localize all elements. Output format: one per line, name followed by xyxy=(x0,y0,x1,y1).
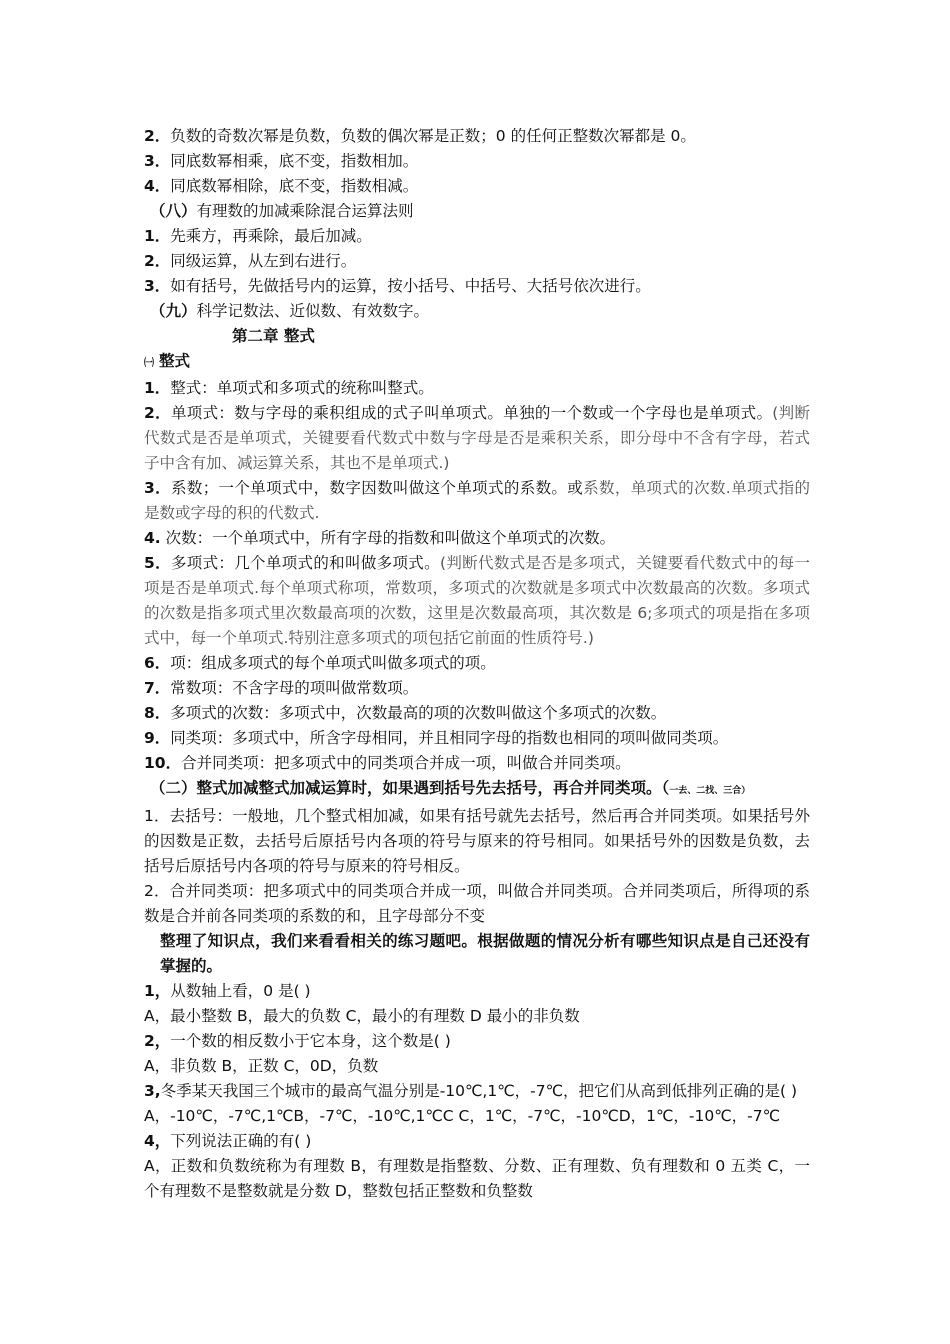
question-text: 一个数的相反数小于它本身，这个数是( ) xyxy=(170,1032,451,1050)
item-number: 7． xyxy=(144,679,171,697)
item-text: 负数的奇数次幂是负数，负数的偶次幂是正数；0 的任何正整数次幂都是 0。 xyxy=(170,127,696,145)
question-options: A，非负数 B，正数 C，0D，负数 xyxy=(144,1057,379,1075)
question-options: A，最小整数 B，最大的负数 C，最小的有理数 D 最小的非负数 xyxy=(144,1007,580,1025)
question-options: A，正数和负数统称为有理数 B，有理数是指整数、分数、正有理数、负有理数和 0 五类 C，一个有理数不是整数就是分数 D，整数包括正整数和负整数 xyxy=(144,1157,810,1200)
subsection-title: 整式 xyxy=(158,352,190,370)
item-number: 4. xyxy=(144,529,161,547)
operation-rule: 2．合并同类项：把多项式中的同类项合并成一项，叫做合并同类项。合并同类项后，所得项的系数是合并前各同类项的系数的和，且字母部分不变 xyxy=(144,882,810,925)
section-heading xyxy=(144,299,810,324)
section-number: （九） xyxy=(150,302,197,320)
item-note: (判断代数式是否是多项式，关键要看代数式中的每一项是否是单项式.每个单项式称项，常数项，多项式的次数就是多项式中次数最高的次数。多项式的次数是指多项式里次数最高项的次数，这里是次数最高项，其次数是 6;多项式的项是指在多项式中，每一个单项式.特别注意多项式的项包括它前面的性质符号.) xyxy=(144,554,810,647)
section-heading xyxy=(144,776,810,804)
section-hint: 一去、二找、三合） xyxy=(669,786,751,796)
section-title: （二）整式加减整式加减运算时，如果遇到括号先去括号，再合并同类项。（ xyxy=(150,779,670,797)
rule-line xyxy=(144,149,810,174)
question-text: 下列说法正确的有( ) xyxy=(170,1132,312,1150)
item-text: 项：组成多项式的每个单项式叫做多项式的项。 xyxy=(170,654,496,672)
item-text: 同类项：多项式中，所含字母相同，并且相同字母的指数也相同的项叫做同类项。 xyxy=(170,729,729,747)
item-number: 10． xyxy=(144,754,182,772)
item-number: 3． xyxy=(144,479,171,497)
rule-line xyxy=(144,124,810,149)
item-number: 3． xyxy=(144,152,171,170)
item-text: 整式：单项式和多项式的统称叫整式。 xyxy=(170,379,434,397)
item-text: 如有括号，先做括号内的运算，按小括号、中括号、大括号依次进行。 xyxy=(170,277,651,295)
item-number: 6． xyxy=(144,654,171,672)
section-heading xyxy=(144,199,810,224)
definition xyxy=(144,401,810,476)
question-stem xyxy=(144,1029,810,1054)
question-number: 1， xyxy=(144,982,171,1000)
item-note: (判断代数式是否是单项式，关键要看代数式中数与字母是否是乘积关系，即分母中不含有字母，若式子中含有加、减运算关系，其也不是单项式.) xyxy=(144,404,810,472)
question-options: A，-10℃，-7℃,1℃B，-7℃，-10℃,1℃C C，1℃，-7℃，-10℃D，1℃，-10℃，-7℃ xyxy=(144,1107,781,1125)
definition xyxy=(144,526,810,551)
item-number: 2． xyxy=(144,252,171,270)
item-text: 单项式：数与字母的乘积组成的式子叫单项式。单独的一个数或一个字母也是单项式。 xyxy=(170,404,773,422)
definition xyxy=(144,376,810,401)
item-text: 先乘方，再乘除，最后加减。 xyxy=(170,227,372,245)
item-text: 同底数幂相除，底不变，指数相减。 xyxy=(170,177,419,195)
item-number: 4． xyxy=(144,177,171,195)
rule-line xyxy=(144,274,810,299)
chapter-title: 第二章 整式 xyxy=(232,327,315,345)
rule-line xyxy=(144,224,810,249)
subsection-heading xyxy=(144,349,810,376)
item-text: 合并同类项：把多项式中的同类项合并成一项，叫做合并同类项。 xyxy=(181,754,631,772)
item-number: 9． xyxy=(144,729,171,747)
item-text: 同底数幂相乘，底不变，指数相加。 xyxy=(170,152,419,170)
question-number: 4， xyxy=(144,1132,171,1150)
question-number: 2， xyxy=(144,1032,171,1050)
rule-line xyxy=(144,249,810,274)
question-stem xyxy=(144,979,810,1004)
question-text: 冬季某天我国三个城市的最高气温分别是-10℃,1℃，-7℃，把它们从高到低排列正确的是( ) xyxy=(160,1082,797,1100)
document-page xyxy=(144,124,810,1204)
item-number: 5． xyxy=(144,554,171,572)
item-number: 1． xyxy=(144,379,171,397)
item-number: 2． xyxy=(144,404,171,422)
definition xyxy=(144,701,810,726)
practice-intro: 整理了知识点，我们来看看相关的练习题吧。根据做题的情况分析有哪些知识点是自己还没有掌握的。 xyxy=(160,932,810,975)
item-number: 3． xyxy=(144,277,171,295)
definition xyxy=(144,751,810,776)
item-number: 2． xyxy=(144,127,171,145)
definition xyxy=(144,551,810,651)
definition xyxy=(144,651,810,676)
definition xyxy=(144,726,810,751)
item-text: 常数项：不含字母的项叫做常数项。 xyxy=(170,679,419,697)
item-number: 1． xyxy=(144,227,171,245)
item-number: 8． xyxy=(144,704,171,722)
section-title: 有理数的加减乘除混合运算法则 xyxy=(196,202,414,220)
subsection-number: ㈠ xyxy=(144,358,154,369)
definition xyxy=(144,676,810,701)
rule-line xyxy=(144,174,810,199)
definition xyxy=(144,476,810,526)
operation-rule: 1．去括号：一般地，几个整式相加减，如果有括号就先去括号，然后再合并同类项。如果括号外的因数是正数，去括号后原括号内各项的符号与原来的符号相同。如果括号外的因数是负数，去括号后原括号内各项的符号与原来的符号相反。 xyxy=(144,807,810,875)
item-note: 系数，单项式的次数.单项式指的是数或字母的积的代数式. xyxy=(144,479,810,522)
section-title: 科学记数法、近似数、有效数字。 xyxy=(196,302,430,320)
section-number: （八） xyxy=(150,202,197,220)
question-stem xyxy=(144,1079,810,1104)
item-text: 多项式：几个单项式的和叫做多项式。 xyxy=(170,554,440,572)
item-text: 多项式的次数：多项式中，次数最高的项的次数叫做这个多项式的次数。 xyxy=(170,704,667,722)
question-number: 3, xyxy=(144,1082,161,1100)
item-text: 同级运算，从左到右进行。 xyxy=(170,252,357,270)
question-stem xyxy=(144,1129,810,1154)
question-text: 从数轴上看，0 是( ) xyxy=(170,982,311,1000)
item-text: 系数；一个单项式中，数字因数叫做这个单项式的系数。或 xyxy=(171,479,584,497)
item-text: 次数：一个单项式中，所有字母的指数和叫做这个单项式的次数。 xyxy=(165,529,616,547)
